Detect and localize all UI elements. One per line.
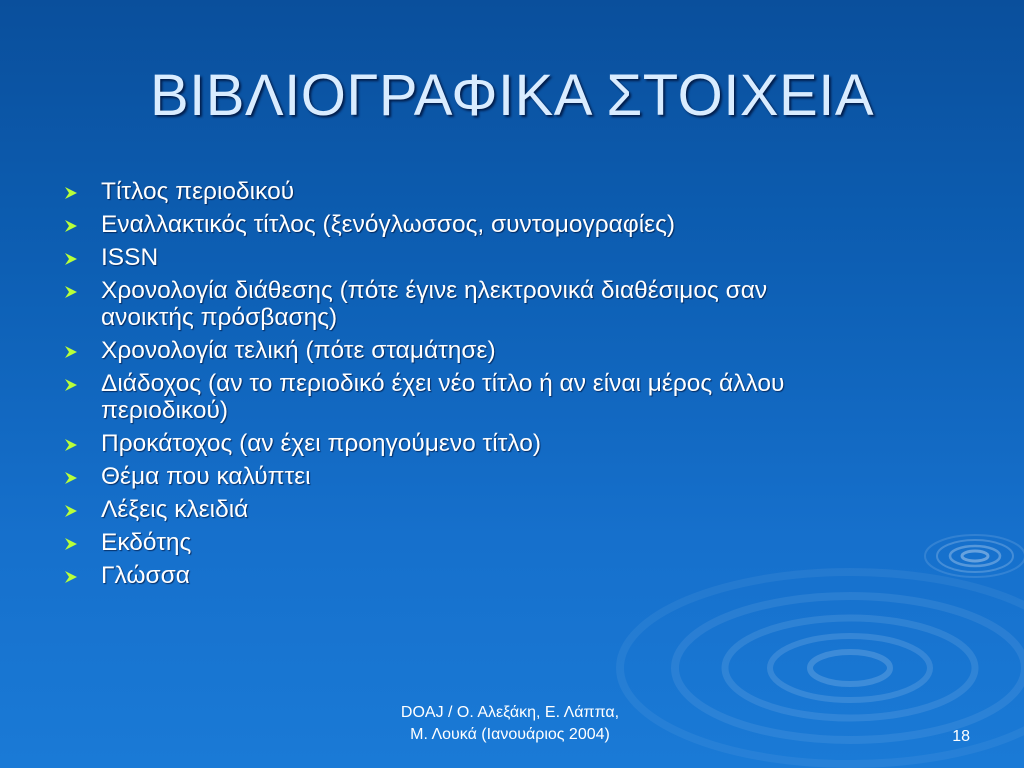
arrow-right-icon [64, 285, 78, 299]
bullet-text-line2: περιοδικού) [101, 397, 229, 424]
list-item [64, 178, 944, 205]
bullet-list [64, 178, 944, 595]
bullet-text-line1: Χρονολογία διάθεσης (πότε έγινε ηλεκτρονικά διαθέσιμος σαν [101, 277, 768, 304]
footer-line-2: Μ. Λουκά (Ιανουάριος 2004) [410, 726, 610, 743]
arrow-right-icon [64, 471, 78, 485]
list-item [64, 562, 944, 589]
arrow-right-icon [64, 252, 78, 266]
bullet-text: Τίτλος περιοδικού [101, 178, 295, 205]
bullet-text: Χρονολογία τελική (πότε σταμάτησε) [101, 337, 496, 364]
list-item [64, 463, 944, 490]
footer-text [300, 702, 720, 746]
list-item [64, 370, 944, 424]
footer-line-1: DOAJ / Ο. Αλεξάκη, Ε. Λάππα, [400, 704, 620, 721]
arrow-right-icon [64, 345, 78, 359]
arrow-right-icon [64, 219, 78, 233]
list-item [64, 211, 944, 238]
bullet-text: ISSN [101, 244, 159, 271]
bullet-text: Γλώσσα [101, 562, 190, 589]
arrow-right-icon [64, 570, 78, 584]
arrow-right-icon [64, 378, 78, 392]
slide-number: 18 [952, 728, 970, 745]
list-item [64, 244, 944, 271]
bullet-text-line1: Διάδοχος (αν το περιοδικό έχει νέο τίτλο ή αν είναι μέρος άλλου [101, 370, 785, 397]
bullet-text-line2: ανοικτής πρόσβασης) [101, 304, 338, 331]
list-item [64, 529, 944, 556]
arrow-right-icon [64, 186, 78, 200]
bullet-text: Θέμα που καλύπτει [101, 463, 311, 490]
bullet-text: Λέξεις κλειδιά [101, 496, 249, 523]
list-item [64, 337, 944, 364]
arrow-right-icon [64, 438, 78, 452]
list-item [64, 430, 944, 457]
bullet-text: Προκάτοχος (αν έχει προηγούμενο τίτλο) [101, 430, 541, 457]
slide-title: ΒΙΒΛΙΟΓΡΑΦΙΚΑ ΣΤΟΙΧΕΙΑ [149, 63, 875, 128]
list-item [64, 277, 944, 331]
arrow-right-icon [64, 537, 78, 551]
bullet-text: Εκδότης [101, 529, 192, 556]
list-item [64, 496, 944, 523]
arrow-right-icon [64, 504, 78, 518]
bullet-text: Εναλλακτικός τίτλος (ξενόγλωσσος, συντομογραφίες) [101, 211, 676, 238]
